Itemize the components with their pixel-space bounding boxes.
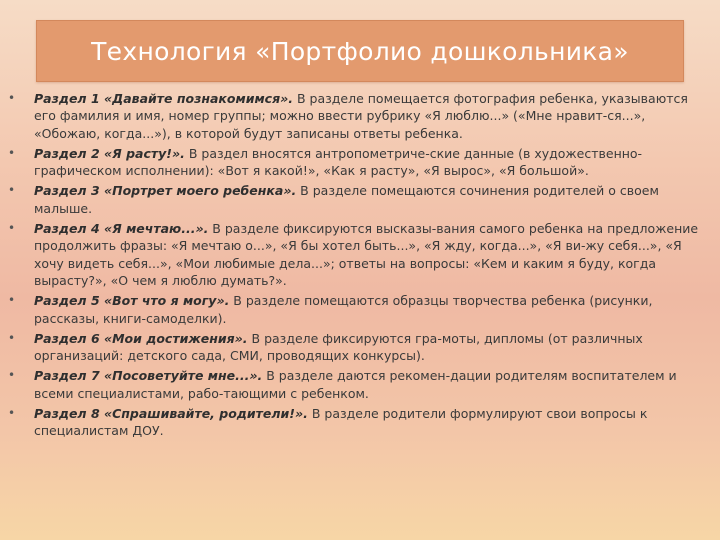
section-heading: Раздел 4 «Я мечтаю...».: [34, 221, 209, 237]
section-text: В разделе помещается фотография ребенка, указываются его фамилия и имя, номер группы; можно ввести рубрику «Я люблю...» («Мне нравит-ся...», «Обожаю, когда...»), в которой будут записаны ответы ребенка.: [34, 91, 688, 141]
list-item: [0, 90, 720, 142]
section-heading: Раздел 7 «Посоветуйте мне...».: [34, 368, 263, 384]
list-item: [0, 182, 720, 217]
page-title: Технология «Портфолио дошкольника»: [91, 36, 629, 66]
sections-list: [0, 90, 720, 443]
bullet-icon: •: [8, 145, 16, 160]
list-item: [0, 330, 720, 365]
list-item: [0, 405, 720, 440]
bullet-icon: •: [8, 221, 16, 236]
bullet-icon: •: [8, 330, 16, 345]
section-heading: Раздел 3 «Портрет моего ребенка».: [34, 183, 297, 199]
list-item: [0, 145, 720, 180]
section-text: В разделе фиксируются гра-моты, дипломы (от различных организаций: детского сада, СМИ, проводящих конкурсы).: [34, 330, 643, 364]
bullet-icon: •: [8, 406, 16, 421]
list-item: [0, 220, 720, 289]
bullet-icon: •: [8, 368, 16, 383]
section-heading: Раздел 6 «Мои достижения».: [34, 330, 248, 346]
list-item: [0, 367, 720, 402]
title-banner: [36, 20, 684, 82]
section-heading: Раздел 1 «Давайте познакомимся».: [34, 91, 293, 106]
section-heading: Раздел 2 «Я расту!».: [34, 145, 185, 161]
bullet-icon: •: [8, 293, 16, 308]
section-text: В разделе помещаются сочинения родителей о своем малыше.: [34, 183, 659, 216]
bullet-icon: •: [8, 183, 16, 198]
section-text: В разделе даются рекомен-дации родителям воспитателем и всеми специалистами, рабо-тающими с ребенком.: [34, 368, 677, 401]
section-text: В разделе родители формулируют свои вопросы к специалистам ДОУ.: [34, 406, 648, 439]
section-heading: Раздел 8 «Спрашивайте, родители!».: [34, 406, 308, 422]
section-text: В раздел вносятся антропометриче-ские данные (в художественно-графическом исполнении): «Вот я какой!», «Как я расту», «Я вырос», «Я большой».: [34, 145, 643, 179]
section-text: В разделе фиксируются высказы-вания самого ребенка на предложение продолжить фразы: «Я мечтаю о...», «Я бы хотел быть...», «Я жду, когда...», «Я ви-жу себя...», «Я хочу видеть себя...», «Мои любимые дела...»; ответы на вопросы: «Кем и каким я буду, когда вырасту?», «О чем я люблю думать?».: [34, 221, 699, 288]
list-item: [0, 292, 720, 327]
section-text: В разделе помещаются образцы творчества ребенка (рисунки, рассказы, книги-самоделки).: [34, 293, 653, 326]
section-heading: Раздел 5 «Вот что я могу».: [34, 293, 230, 309]
bullet-icon: •: [8, 91, 16, 105]
